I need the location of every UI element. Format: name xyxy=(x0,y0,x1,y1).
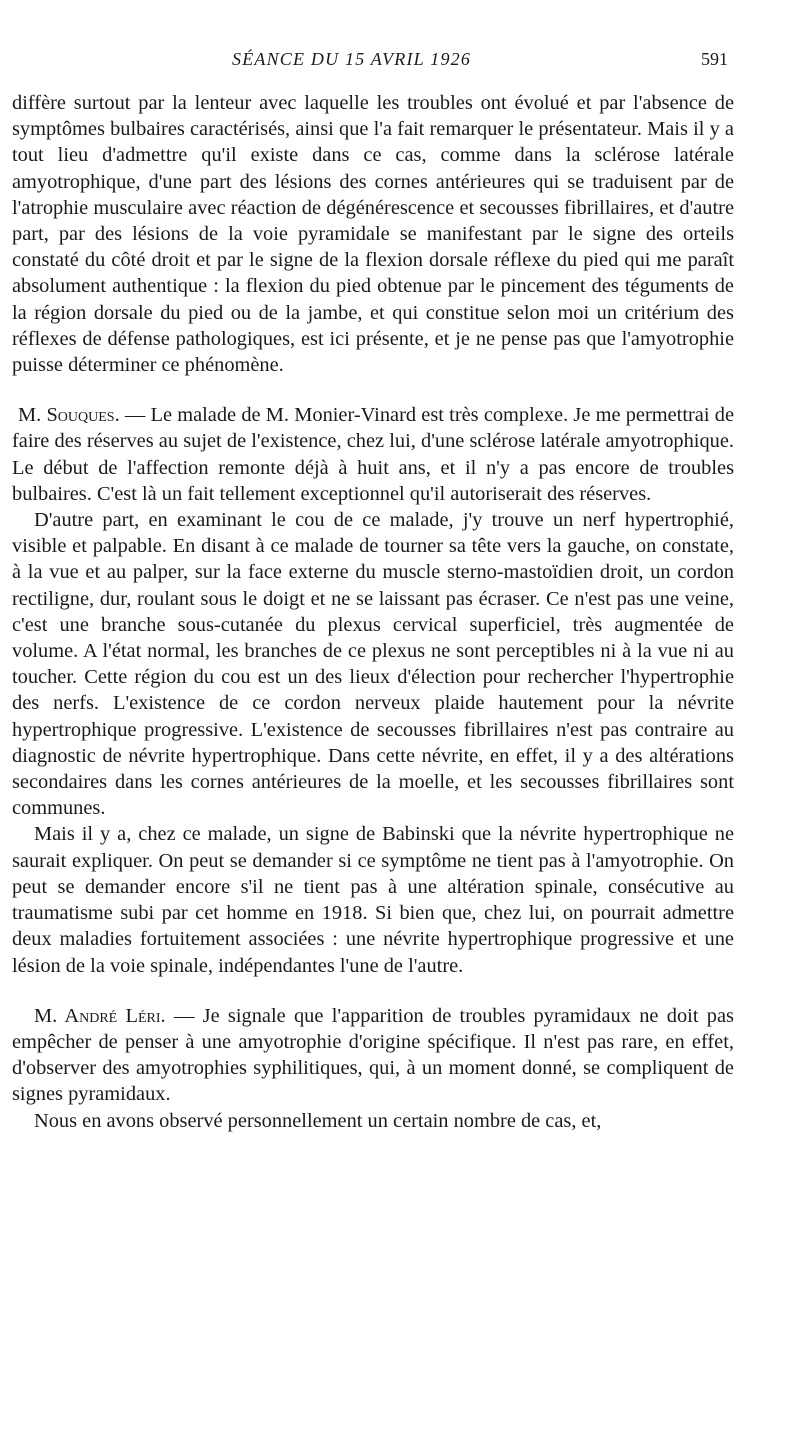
paragraph-text: Mais il y a, chez ce malade, un signe de Babinski que la névrite hypertrophique ne saurait expliquer. On peut se demander si ce symptôme ne tient pas à l'amyotrophie. On peut se demander encore s'il ne tient pas à une altération spinale, consécutive au traumatisme subi par cet homme en 1918. Si bien que, chez lui, on pourrait admettre deux maladies fortuitement associées : une névrite hypertrophique progressive et une lésion de la voie spinale, indépendantes l'une de l'autre. xyxy=(12,823,734,977)
page-number: 591 xyxy=(701,49,728,69)
paragraph-cases xyxy=(12,1108,734,1134)
paragraph-text: — Le malade de M. Monier-Vinard est très complexe. Je me permettrai de faire des réserves au sujet de l'existence, chez lui, d'une sclérose latérale amyotrophique. Le début de l'affection remonte déjà à huit ans, et il n'y a pas encore de troubles bulbaires. C'est là un fait tellement exceptionnel qu'il autoriserait des réserves. xyxy=(12,404,734,505)
running-header xyxy=(0,49,800,75)
paragraph-text: Nous en avons observé personnellement un certain nombre de cas, et, xyxy=(34,1109,602,1132)
paragraph-babinski xyxy=(12,821,734,978)
speaker-name: M. André Léri. xyxy=(34,1004,166,1027)
paragraph-text: D'autre part, en examinant le cou de ce malade, j'y trouve un nerf hypertrophié, visible et palpable. En disant à ce malade de tourner sa tête vers la gauche, on constate, à la vue et au palper, sur la face externe du muscle sterno-mastoïdien droit, un cordon rectiligne, dur, roulant sous le doigt et ne se laissant pas écraser. Ce n'est pas une veine, c'est une branche sous-cutanée du plexus cervical superficiel, très augmentée de volume. A l'état normal, les branches de ce plexus ne sont perceptibles ni à la vue ni au toucher. Cette région du cou est un des lieux d'élection pour rechercher l'hypertrophie des nerfs. L'existence de ce cordon nerveux plaide hautement pour la névrite hypertrophique progressive. L'existence de secousses fibrillaires n'est pas contraire au diagnostic de névrite hypertrophique. Dans cette névrite, en effet, il y a des altérations secondaires dans les cornes antérieures de la moelle, et les secousses fibrillaires sont communes. xyxy=(12,509,734,820)
paragraph-nerf-hypertrophie xyxy=(12,507,734,821)
paragraph-leri xyxy=(12,1003,734,1108)
paragraph-souques xyxy=(12,402,734,507)
paragraph-text: diffère surtout par la lenteur avec laquelle les troubles ont évolué et par l'absence de symptômes bulbaires caractérisés, ainsi que l'a fait remarquer le présentateur. Mais il y a tout lieu d'admettre qu'il existe dans ce cas, comme dans la sclérose latérale amyotrophique, d'une part des lésions des cornes antérieures qui se traduisent par de l'atrophie musculaire avec réaction de dégénérescence et secousses fibrillaires, et d'autre part, par des lésions de la voie pyramidale se manifestant par le signe des orteils constaté du côté droit et par le signe de la flexion dorsale réflexe du pied qui me paraît absolument authentique : la flexion du pied obtenue par le pincement des téguments de la région dorsale du pied ou de la jambe, et qui constitue selon moi un critérium des réflexes de défense pathologiques, est ici présente, et je ne pense pas que l'amyotrophie puisse déterminer ce phénomène. xyxy=(12,92,734,377)
running-title: SÉANCE DU 15 AVRIL 1926 xyxy=(232,49,472,69)
paragraph-text: — Je signale que l'apparition de troubles pyramidaux ne doit pas empêcher de penser à une amyotrophie d'origine spécifique. Il n'est pas rare, en effet, d'observer des amyotrophies syphilitiques, qui, à un moment donné, se compliquent de signes pyramidaux. xyxy=(12,1004,734,1106)
speaker-name: M. Souques. xyxy=(18,404,120,427)
body-text xyxy=(12,90,734,1134)
paragraph-continuation xyxy=(12,90,734,378)
